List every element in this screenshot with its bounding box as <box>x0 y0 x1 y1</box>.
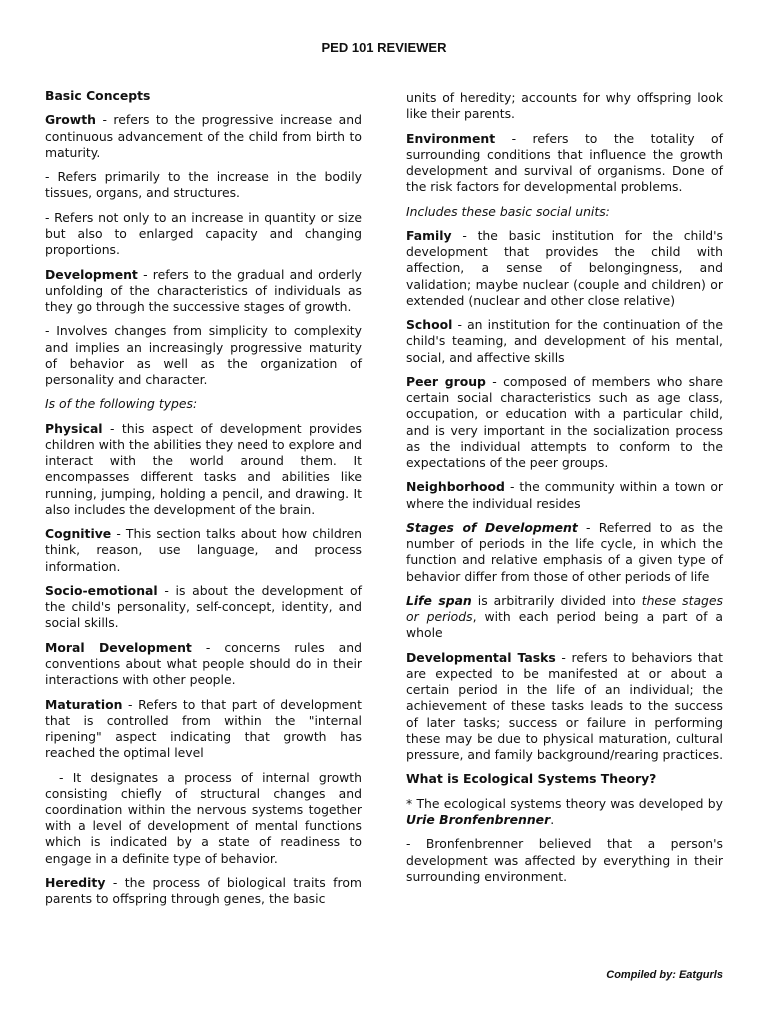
term: Moral Development <box>45 639 192 655</box>
term: Environment <box>406 130 496 146</box>
term: Neighborhood <box>406 479 505 495</box>
growth-paragraph-3: - Refers not only to an increase in quantity or size but also to enlarged capacity and changing proportions. <box>45 209 362 258</box>
units-intro: Includes these basic social units: <box>406 203 610 219</box>
physical-paragraph: Physical - this aspect of development provides children with the abilities they need to explore and interact with the world around them. It encompasses different tasks and abilities like running, jumping, holding a pencil, and drawing. It also includes the development of the brain. <box>45 420 362 517</box>
family-paragraph: Family - the basic institution for the child's development that provides the child with affection, a sense of belongingness, and validation; maybe nuclear (couple and children) or extended (nuclear and other close relative) <box>406 227 723 308</box>
term: School <box>406 317 453 333</box>
term: Life span <box>406 592 472 608</box>
maturation-paragraph: Maturation - Refers to that part of development that is controlled from within the "internal ripening" aspect indicating that growth has reached the optimal level <box>45 696 362 761</box>
term: Family <box>406 227 452 243</box>
page-title: PED 101 REVIEWER <box>321 40 447 55</box>
moral-development-paragraph: Moral Development - concerns rules and conventions about what people should do in their interactions with other people. <box>45 639 362 688</box>
maturation-paragraph-2: - It designates a process of internal growth consisting chiefly of structural changes and coordination within the nervous systems together with a level of development of mental functions which is indicated by a state of readiness to engage in a definite type of behavior. <box>45 769 362 866</box>
term: Peer group <box>406 373 486 389</box>
heredity-paragraph: Heredity - the process of biological traits from parents to offspring through genes, the basic <box>45 874 362 907</box>
section-heading: Basic Concepts <box>45 88 151 103</box>
growth-paragraph: Growth - refers to the progressive increase and continuous advancement of the child from birth to maturity. <box>45 112 362 160</box>
peer-group-paragraph: Peer group - composed of members who share certain social characteristics such as age class, occupation, or education with a particular child, and is very important in the socialization process as the individual attempts to conform to the expectations of the peer groups. <box>406 373 723 470</box>
term: Cognitive <box>45 526 112 542</box>
cognitive-paragraph: Cognitive - This section talks about how children think, reason, use language, and process information. <box>45 526 362 574</box>
development-paragraph: Development - refers to the gradual and orderly unfolding of the characteristics of individuals as they go through the successive stages of growth. <box>45 266 362 314</box>
term: Physical <box>45 420 103 436</box>
ecological-paragraph-1: * The ecological systems theory was developed by Urie Bronfenbrenner. <box>406 795 723 827</box>
development-paragraph-2: - Involves changes from simplicity to complexity and implies an increasingly progressive maturity of behavior as well as the organization of personality and character. <box>45 323 362 387</box>
term: Development <box>45 266 138 282</box>
stages-paragraph: Stages of Development - Referred to as the number of periods in the life cycle, in which the function and relative emphasis of a given type of behavior differ from those of other periods of life <box>406 519 723 584</box>
term: Heredity <box>45 874 106 890</box>
neighborhood-paragraph: Neighborhood - the community within a town or where the individual resides <box>406 479 723 511</box>
ecological-heading: What is Ecological Systems Theory? <box>406 771 657 787</box>
term: Stages of Development <box>406 519 578 535</box>
ecological-paragraph-2: - Bronfenbrenner believed that a person's development was affected by everything in their surrounding environment. <box>406 836 723 884</box>
heredity-continued: units of heredity; accounts for why offspring look like their parents. <box>406 90 723 122</box>
developmental-tasks-paragraph: Developmental Tasks - refers to behaviors that are expected to be manifested at or about a certain period in the life of an individual; the achievement of these tasks leads to the success of later tasks; success or failure in performing these may be due to physical maturation, cultural pressure, and family background/rearing practices. <box>406 649 724 762</box>
term: Developmental Tasks <box>406 649 556 665</box>
right-column <box>406 90 723 893</box>
life-span-paragraph: Life span is arbitrarily divided into these stages or periods, with each period being a part of a whole <box>406 592 723 641</box>
term: Socio-emotional <box>45 582 158 598</box>
environment-paragraph: Environment - refers to the totality of surrounding conditions that influence the growth development and survival of organisms. Done of the risk factors for developmental problems. <box>406 130 723 195</box>
term: Maturation <box>45 696 123 712</box>
socio-emotional-paragraph: Socio-emotional - is about the development of the child's personality, self-concept, identity, and social skills. <box>45 582 362 631</box>
types-intro: Is of the following types: <box>45 396 198 412</box>
school-paragraph: School - an institution for the continuation of the child's teaming, and development of his mental, social, and affective skills <box>406 317 723 365</box>
left-column <box>45 88 362 916</box>
footer-credit: Compiled by: Eatgurls <box>606 969 723 981</box>
growth-paragraph-2: - Refers primarily to the increase in the bodily tissues, organs, and structures. <box>45 169 362 201</box>
term: Growth <box>45 112 96 128</box>
